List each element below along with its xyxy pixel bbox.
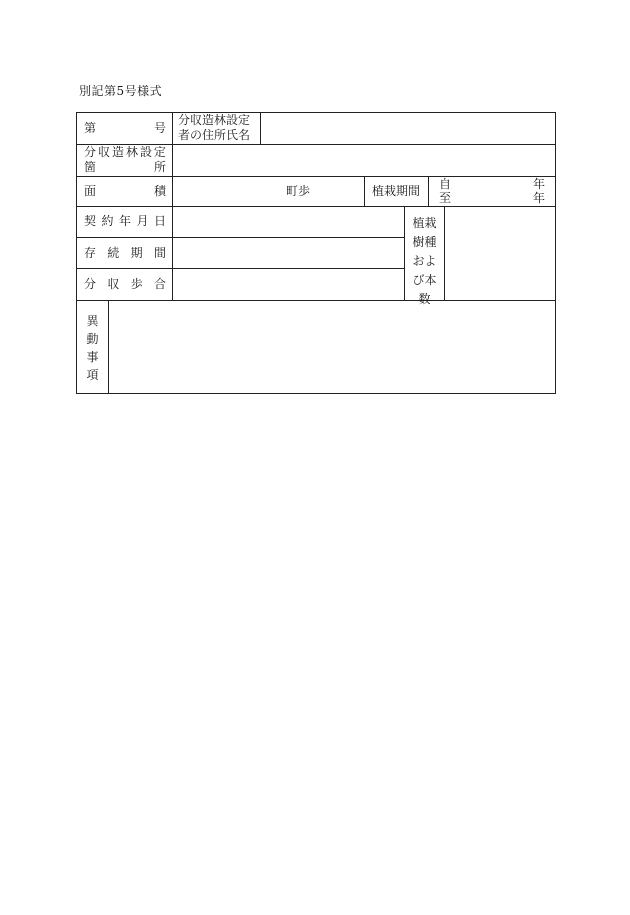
- form-heading: 別記第5号様式: [79, 84, 163, 98]
- label-to: 至: [439, 191, 452, 205]
- row-divider: [76, 300, 556, 301]
- period-column-divider: [364, 176, 365, 207]
- row-divider: [76, 206, 556, 207]
- label-species: 植栽 樹種 およ び本 数: [412, 216, 437, 306]
- species-column-divider: [444, 206, 445, 301]
- label-site-line2: 箇 所: [84, 160, 166, 174]
- table-border-bottom: [76, 393, 556, 394]
- label-column-divider: [172, 112, 173, 301]
- table-border-right: [555, 112, 556, 394]
- owner-column-divider: [260, 112, 261, 145]
- label-site-line1: 分 収 造 林 設 定: [84, 145, 166, 159]
- row-divider: [76, 268, 404, 269]
- label-changes: 異 動 事 項: [86, 314, 99, 382]
- period-from-row: [439, 177, 545, 192]
- label-from: 自: [439, 177, 452, 191]
- period-to-row: [439, 191, 545, 206]
- row-divider: [76, 237, 404, 238]
- label-area-unit: 町歩: [286, 184, 311, 198]
- label-contract-date: 契 約 年 月 日: [84, 214, 166, 228]
- changes-column-divider: [108, 300, 109, 394]
- label-planting-period: 植栽期間: [372, 184, 421, 198]
- label-share-ratio: 分 収 歩 合: [84, 277, 166, 291]
- table-border-top: [76, 112, 556, 113]
- label-duration: 存 続 期 間: [84, 246, 166, 260]
- label-number: 第 号: [84, 121, 166, 135]
- label-owner-line2: 者の住所氏名: [178, 128, 251, 142]
- label-area: 面 積: [84, 184, 166, 198]
- label-year: 年: [532, 191, 545, 205]
- period-column-divider: [428, 176, 429, 207]
- label-owner-line1: 分収造林設定: [178, 113, 251, 127]
- label-year: 年: [532, 177, 545, 191]
